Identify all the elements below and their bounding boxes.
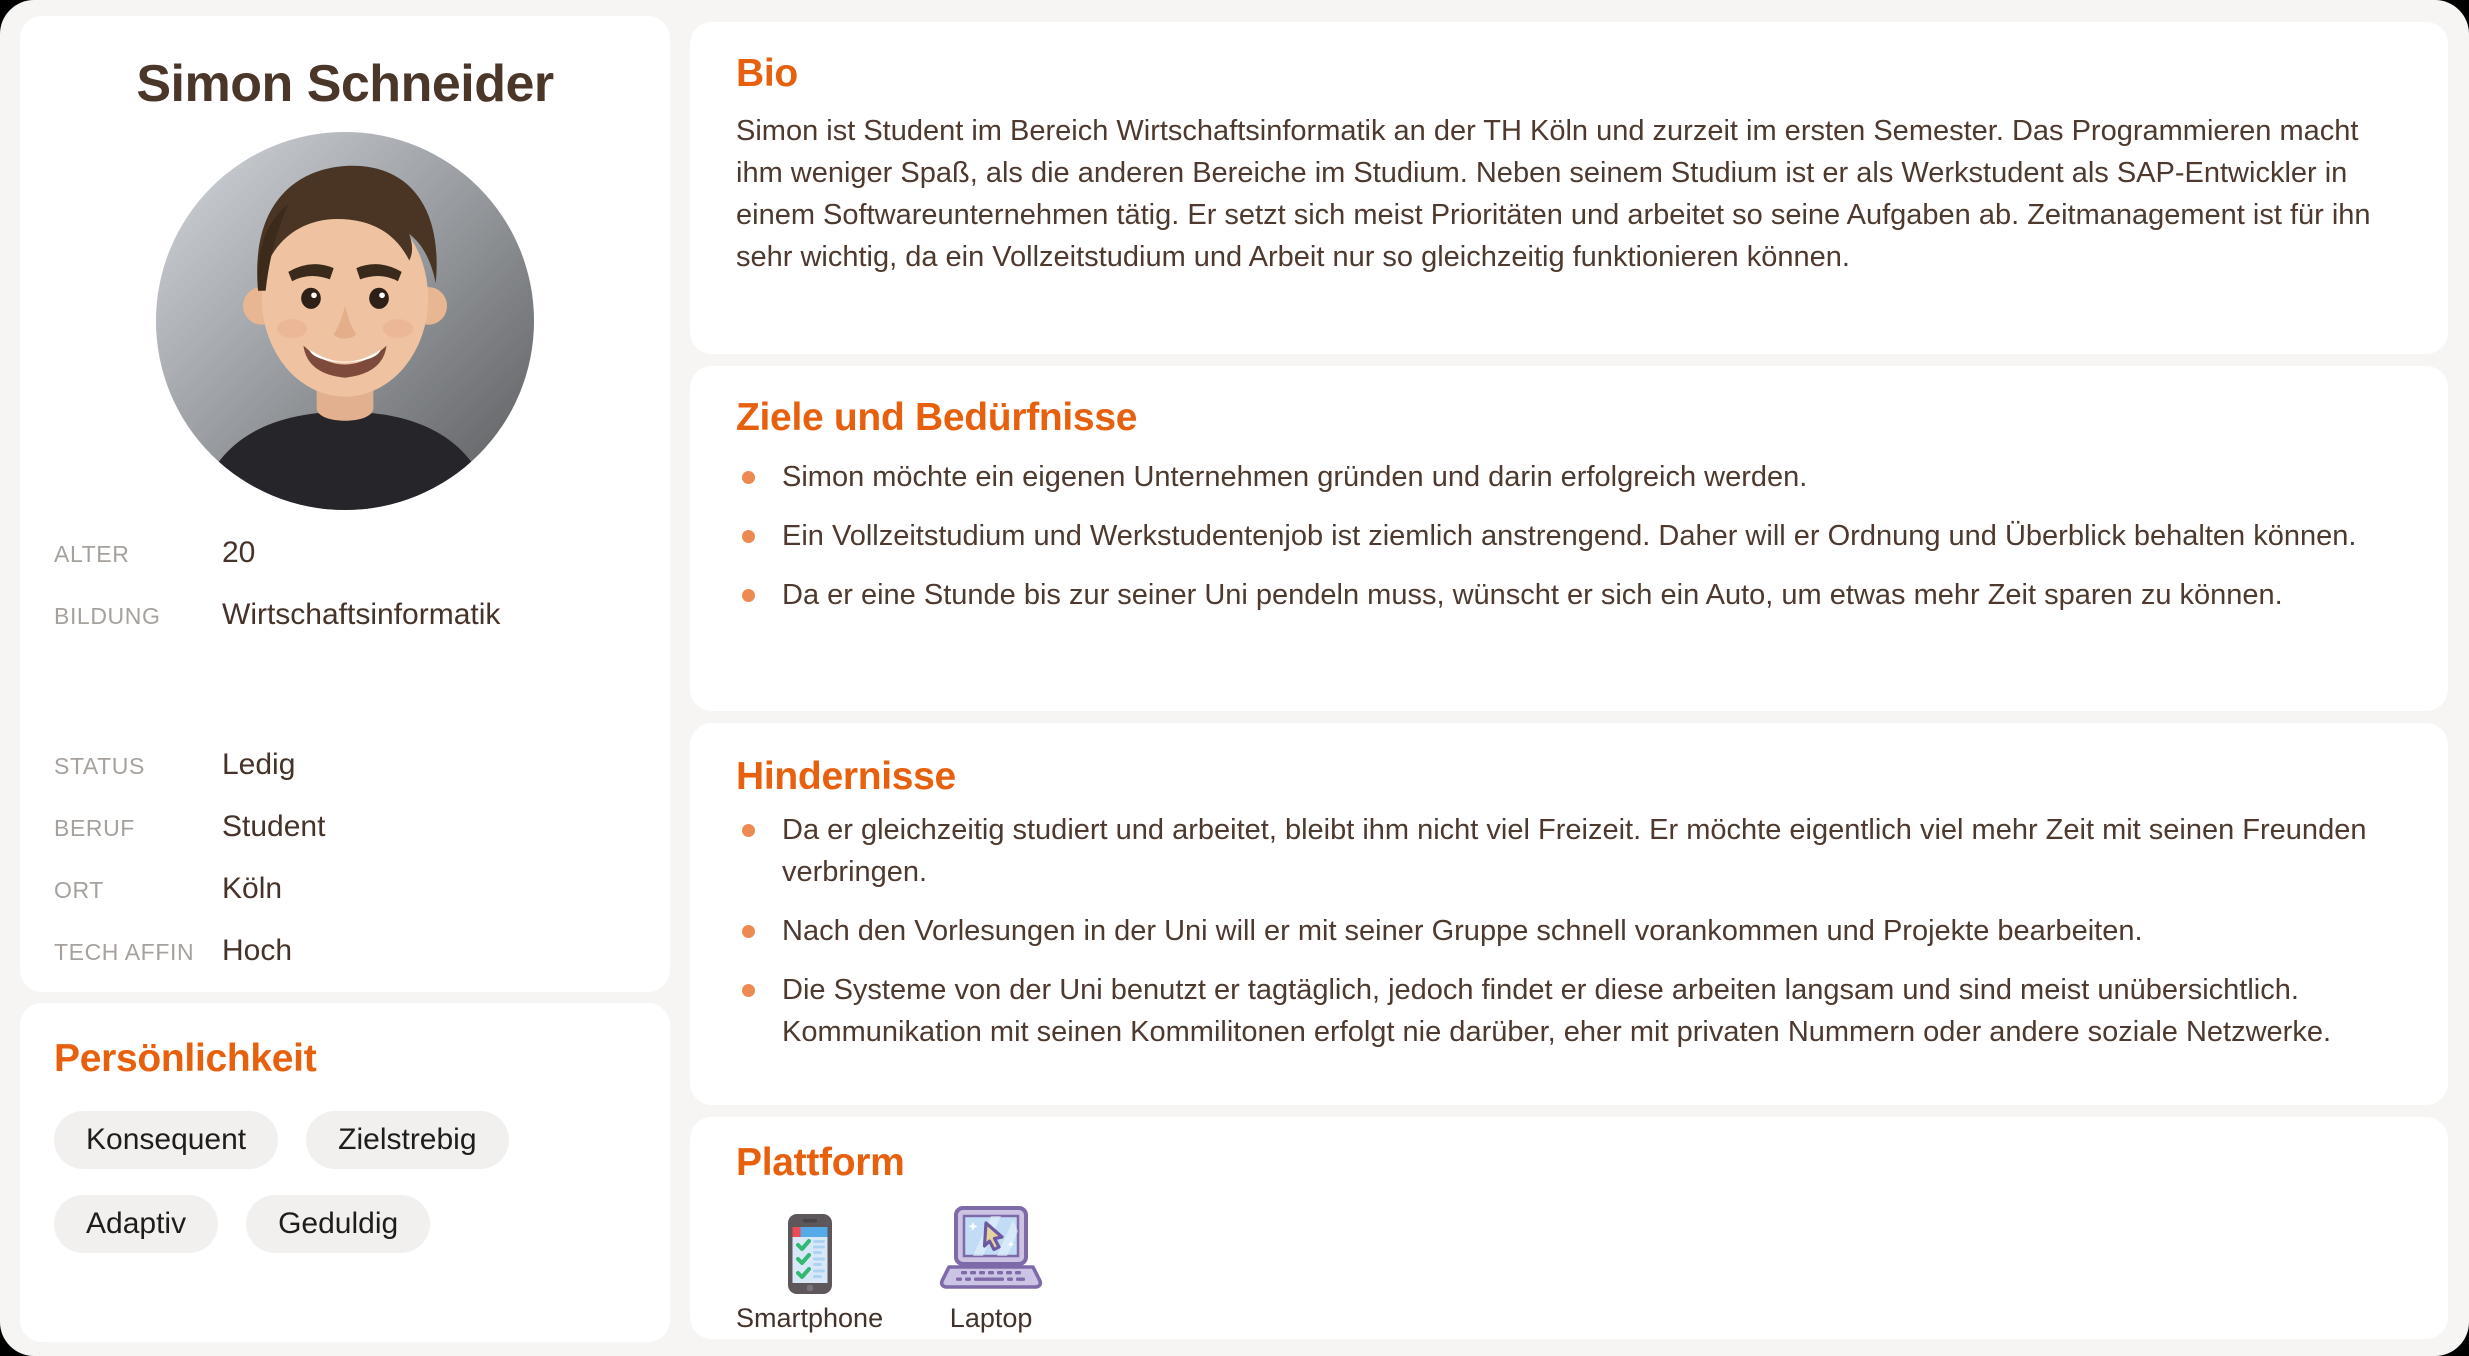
obstacles-list [736, 809, 2402, 1053]
platform-title: Plattform [736, 1141, 905, 1184]
attr-value: Wirtschaftsinformatik [222, 598, 501, 631]
goals-card [690, 366, 2448, 711]
attr-label: ORT [54, 877, 104, 903]
attr-value: Ledig [222, 748, 296, 781]
attr-label: STATUS [54, 753, 145, 779]
platform-label: Laptop [949, 1303, 1033, 1333]
platform-items [736, 1199, 2402, 1334]
laptop-icon [939, 1199, 1043, 1295]
goal-item: Da er eine Stunde bis zur seiner Uni pendeln muss, wünscht er sich ein Auto, um etwas mehr Zeit sparen zu können. [736, 574, 2402, 616]
attr-value: 20 [222, 536, 256, 569]
platform-item-laptop [939, 1199, 1043, 1334]
goal-item: Ein Vollzeitstudium und Werkstudentenjob ist ziemlich anstrengend. Daher will er Ordnung und Überblick behalten können. [736, 515, 2402, 557]
attr-label: ALTER [54, 541, 130, 567]
obstacle-item: Die Systeme von der Uni benutzt er tagtäglich, jedoch findet er diese arbeiten langsam und sind meist unübersichtlich. Kommunikation mit seinen Kommilitonen erfolgt nie darüber, eher mit privaten Nummern oder andere soziale Netzwerke. [736, 969, 2402, 1053]
attr-value: Köln [222, 872, 283, 905]
personality-tag: Zielstrebig [306, 1111, 508, 1169]
smartphone-icon [787, 1199, 833, 1295]
personality-card [20, 1003, 670, 1342]
attr-row-tech-affin [54, 934, 636, 976]
attr-label: TECH AFFIN [54, 939, 195, 965]
attribute-list [54, 536, 636, 976]
goals-title: Ziele und Bedürfnisse [736, 396, 1138, 439]
attr-value: Student [222, 810, 326, 843]
bio-text: Simon ist Student im Bereich Wirtschaftsinformatik an der TH Köln und zurzeit im ersten Semester. Das Programmieren macht ihm weniger Spaß, als die anderen Bereiche im Studium. Neben seinem Studium ist er als Werkstudent als SAP-Entwickler in einem Softwareunternehmen tätig. Er setzt sich meist Prioritäten und arbeitet so seine Aufgaben ab. Zeitmanagement ist für ihn sehr wichtig, da ein Vollzeitstudium und Arbeit nur so gleichzeitig funktionieren können. [736, 115, 2371, 274]
attr-label: BILDUNG [54, 603, 161, 629]
attr-label: BERUF [54, 815, 135, 841]
bio-title: Bio [736, 52, 798, 95]
platform-card [690, 1117, 2448, 1339]
attr-row-status [54, 748, 636, 790]
obstacles-card [690, 723, 2448, 1105]
attr-row-bildung [54, 598, 636, 640]
bio-card [690, 22, 2448, 354]
personality-title: Persönlichkeit [54, 1037, 317, 1080]
attr-row-beruf [54, 810, 636, 852]
avatar-illustration [156, 132, 534, 510]
personality-tag: Konsequent [54, 1111, 278, 1169]
goals-list [736, 456, 2402, 616]
personality-tag: Adaptiv [54, 1195, 218, 1253]
platform-label: Smartphone [736, 1303, 884, 1333]
personality-tags [54, 1111, 534, 1253]
personality-tag: Geduldig [246, 1195, 430, 1253]
persona-name: Simon Schneider [136, 55, 554, 113]
profile-photo [156, 132, 534, 510]
goal-item: Simon möchte ein eigenen Unternehmen gründen und darin erfolgreich werden. [736, 456, 2402, 498]
profile-card [20, 16, 670, 992]
platform-item-smartphone [736, 1199, 883, 1334]
obstacle-item: Nach den Vorlesungen in der Uni will er mit seiner Gruppe schnell vorankommen und Projekte bearbeiten. [736, 910, 2402, 952]
obstacles-title: Hindernisse [736, 755, 956, 798]
obstacle-item: Da er gleichzeitig studiert und arbeitet, bleibt ihm nicht viel Freizeit. Er möchte eigentlich viel mehr Zeit mit seinen Freunden verbringen. [736, 809, 2402, 893]
attr-row-alter [54, 536, 636, 578]
attr-value: Hoch [222, 934, 293, 967]
attr-row-ort [54, 872, 636, 914]
